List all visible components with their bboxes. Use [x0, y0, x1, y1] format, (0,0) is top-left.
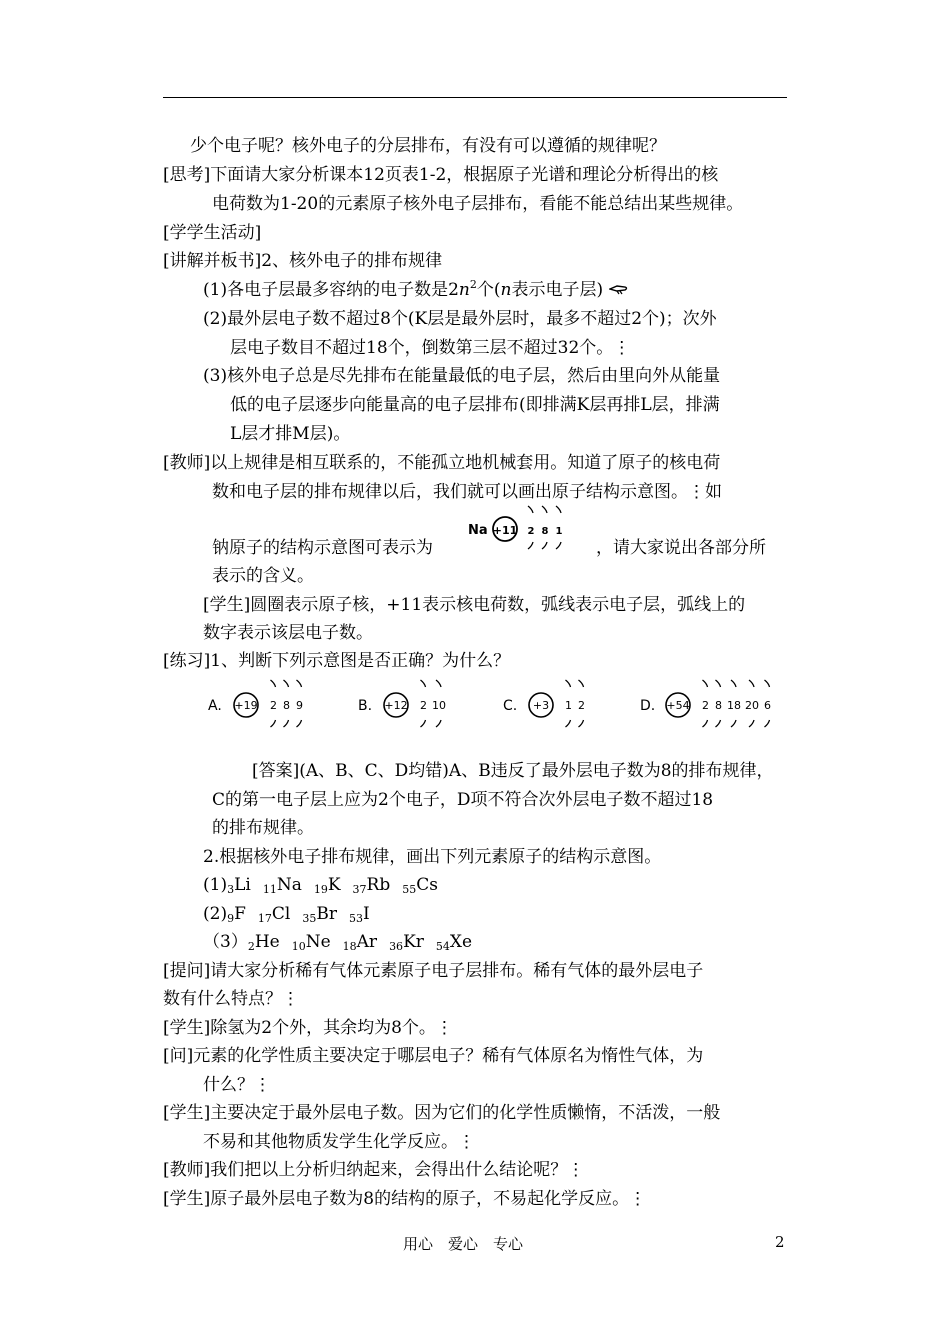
shell-count: 1	[565, 699, 572, 712]
shell-arc-top	[297, 680, 302, 687]
shell-arc-top	[271, 680, 276, 687]
rule-3-cont: L层才排M层)。	[230, 424, 351, 444]
element-entry: $_3$Li	[227, 875, 251, 896]
option-diagram	[503, 680, 585, 727]
shell-arc-bottom	[297, 720, 302, 727]
rule-1-text: 个(	[476, 280, 501, 300]
rule-1-text: (1)各电子层最多容纳的电子数是2	[203, 280, 459, 300]
element-entry: $_{35}$Br	[302, 904, 337, 925]
element-entry: $_{55}$Cs	[402, 875, 438, 896]
element-entry: （3）	[203, 932, 248, 952]
atomic-number: 55	[402, 883, 417, 896]
element-entry: $_{18}$Ar	[342, 932, 378, 953]
nucleus-charge: +3	[532, 699, 550, 712]
atomic-number: 19	[313, 883, 328, 896]
shell-arc-bottom	[566, 720, 571, 727]
shell-count: 6	[764, 699, 771, 712]
rule-1	[203, 277, 629, 303]
element-entry: $_{19}$K	[313, 875, 341, 896]
shell-count: 18	[727, 699, 741, 712]
shell-arc-bottom	[731, 720, 736, 727]
element-entry: $_{36}$Kr	[389, 932, 424, 953]
option-diagrams	[200, 674, 800, 736]
rule-3-cont: 低的电子层逐步向能量高的电子层排布(即排满K层再排L层，排满	[230, 395, 720, 415]
shell-count: 2	[578, 699, 585, 712]
student-line: 不易和其他物质发学生化学反应。⋮	[203, 1132, 475, 1152]
shell-arc-bottom	[716, 720, 721, 727]
atomic-number: 53	[348, 912, 363, 925]
atomic-number: 54	[435, 940, 450, 953]
element-entry: $_2$He	[247, 932, 280, 953]
text-line: [思考]下面请大家分析课本12页表1-2，根据原子光谱和理论分析得出的核	[163, 165, 719, 185]
shell-count: 2	[270, 699, 277, 712]
pointing-hand-icon	[609, 282, 629, 296]
shell-count: 8	[715, 699, 722, 712]
rule-1-sup: 2	[469, 278, 477, 291]
teacher-line: 数和电子层的排布规律以后，我们就可以画出原子结构示意图。⋮如	[212, 482, 722, 502]
text-line: 电荷数为1-20的元素原子核外电子层排布，看能不能总结出某些规律。	[212, 194, 744, 214]
exercise-2: 2.根据核外电子排布规律，画出下列元素原子的结构示意图。	[203, 847, 662, 867]
shell-count: 8	[283, 699, 290, 712]
shell-arc-top	[421, 680, 426, 687]
teacher-line: ，请大家说出各部分所	[596, 538, 766, 558]
na-shell-count: 2	[527, 526, 535, 537]
shell-arc-top	[731, 680, 736, 687]
element-entry: (2)	[203, 904, 228, 924]
teacher-line: 表示的含义。	[212, 566, 314, 586]
shell-arc-bottom	[271, 720, 276, 727]
student-line: [学生]圆圈表示原子核，+11表示核电荷数，弧线表示电子层，弧线上的	[203, 595, 746, 615]
shell-arc-top	[556, 506, 561, 513]
atomic-number: 10	[291, 940, 306, 953]
option-letter: A.	[208, 698, 222, 714]
sodium-structure-diagram	[466, 504, 586, 554]
student-line: 数字表示该层电子数。	[203, 623, 373, 643]
na-shell-count: 8	[541, 526, 549, 537]
shell-arc-bottom	[703, 720, 708, 727]
shell-arc-top	[542, 506, 547, 513]
shell-arc-top	[566, 680, 571, 687]
shell-arc-top	[528, 506, 533, 513]
element-entry: $_{54}$Xe	[435, 932, 473, 953]
option-diagram	[358, 680, 446, 727]
rule-2-cont: 层电子数目不超过18个，倒数第三层不超过32个。⋮	[230, 338, 631, 358]
option-letter: D.	[640, 698, 656, 714]
rule-3: (3)核外电子总是尽先排布在能量最低的电子层，然后由里向外从能量	[203, 366, 721, 386]
option-diagram	[208, 680, 303, 727]
shell-count: 2	[420, 699, 427, 712]
shell-arc-bottom	[284, 720, 289, 727]
student-line: [学生]除氢为2个外，其余均为8个。⋮	[163, 1018, 453, 1038]
teacher-line: [教师]以上规律是相互联系的，不能孤立地机械套用。知道了原子的核电荷	[163, 453, 721, 473]
question-line: 什么？⋮	[203, 1075, 271, 1095]
shell-arc-top	[436, 680, 441, 687]
element-entry: $_{37}$Rb	[352, 875, 391, 896]
shell-arc-top	[765, 680, 770, 687]
rule-1-n: n	[500, 280, 512, 300]
element-list-3	[203, 929, 484, 955]
rule-1-text: 表示电子层)	[511, 280, 604, 300]
element-entry: $_{17}$Cl	[257, 904, 291, 925]
atomic-number: 17	[257, 912, 272, 925]
question-line: [提问]请大家分析稀有气体元素原子电子层排布。稀有气体的最外层电子	[163, 961, 704, 981]
rule-1-n: n	[458, 280, 470, 300]
na-nucleus-charge: +11	[492, 524, 518, 537]
na-symbol: Na	[468, 523, 488, 538]
shell-count: 20	[745, 699, 759, 712]
question-line: 数有什么特点？⋮	[163, 989, 299, 1009]
element-entry: $_{10}$Ne	[291, 932, 331, 953]
shell-arc-top	[716, 680, 721, 687]
option-diagram	[640, 680, 771, 727]
shell-arc-top	[579, 680, 584, 687]
shell-arc-bottom	[421, 720, 426, 727]
shell-arc-bottom	[556, 542, 561, 549]
atomic-number: 18	[342, 940, 357, 953]
answer-line: 的排布规律。	[212, 818, 314, 838]
footer-motto: 用心 爱心 专心	[403, 1235, 524, 1253]
header-rule	[163, 97, 787, 98]
nucleus-charge: +54	[666, 699, 690, 712]
atomic-number: 35	[302, 912, 317, 925]
answer-line: [答案](A、B、C、D均错)A、B违反了最外层电子数为8的排布规律，	[252, 761, 774, 781]
atomic-number: 3	[227, 883, 235, 896]
text-line: [学学生活动]	[163, 223, 262, 243]
option-letter: C.	[503, 698, 518, 714]
nucleus-charge: +19	[234, 699, 258, 712]
student-line: [学生]主要决定于最外层电子数。因为它们的化学性质懒惰，不活泼，一般	[163, 1103, 721, 1123]
practice-question: [练习]1、判断下列示意图是否正确？为什么？	[163, 651, 511, 671]
element-entry: (1)	[203, 875, 228, 895]
element-entry: $_{53}$I	[348, 904, 370, 925]
element-list-2	[203, 901, 382, 927]
element-entry: $_{11}$Na	[262, 875, 302, 896]
na-shell-count: 1	[555, 526, 563, 537]
atomic-number: 2	[247, 940, 255, 953]
page-number: 2	[775, 1233, 785, 1251]
teacher-line: [教师]我们把以上分析归纳起来，会得出什么结论呢？⋮	[163, 1160, 585, 1180]
element-entry: $_9$F	[227, 904, 246, 925]
option-letter: B.	[358, 698, 373, 714]
shell-arc-top	[703, 680, 708, 687]
shell-arc-bottom	[765, 720, 770, 727]
shell-arc-bottom	[528, 542, 533, 549]
teacher-line: 钠原子的结构示意图可表示为	[212, 538, 433, 558]
shell-arc-bottom	[542, 542, 547, 549]
shell-arc-top	[749, 680, 754, 687]
atomic-number: 37	[352, 883, 367, 896]
shell-arc-bottom	[579, 720, 584, 727]
nucleus-charge: +12	[384, 699, 408, 712]
answer-line: C的第一电子层上应为2个电子，D项不符合次外层电子数不超过18	[212, 790, 714, 810]
section-heading: [讲解并板书]2、核外电子的排布规律	[163, 251, 443, 271]
shell-count: 9	[296, 699, 303, 712]
shell-arc-bottom	[749, 720, 754, 727]
atomic-number: 36	[389, 940, 404, 953]
question-line: [问]元素的化学性质主要决定于哪层电子？稀有气体原名为惰性气体，为	[163, 1046, 704, 1066]
rule-2: (2)最外层电子数不超过8个(K层是最外层时，最多不超过2个)；次外	[203, 309, 717, 329]
student-line: [学生]原子最外层电子数为8的结构的原子，不易起化学反应。⋮	[163, 1189, 647, 1209]
shell-arc-top	[284, 680, 289, 687]
atomic-number: 11	[262, 883, 277, 896]
text-line: 少个电子呢？核外电子的分层排布，有没有可以遵循的规律呢？	[190, 136, 666, 156]
atomic-number: 9	[227, 912, 235, 925]
element-list-1	[203, 872, 450, 898]
shell-arc-bottom	[436, 720, 441, 727]
shell-count: 10	[432, 699, 446, 712]
shell-count: 2	[702, 699, 709, 712]
